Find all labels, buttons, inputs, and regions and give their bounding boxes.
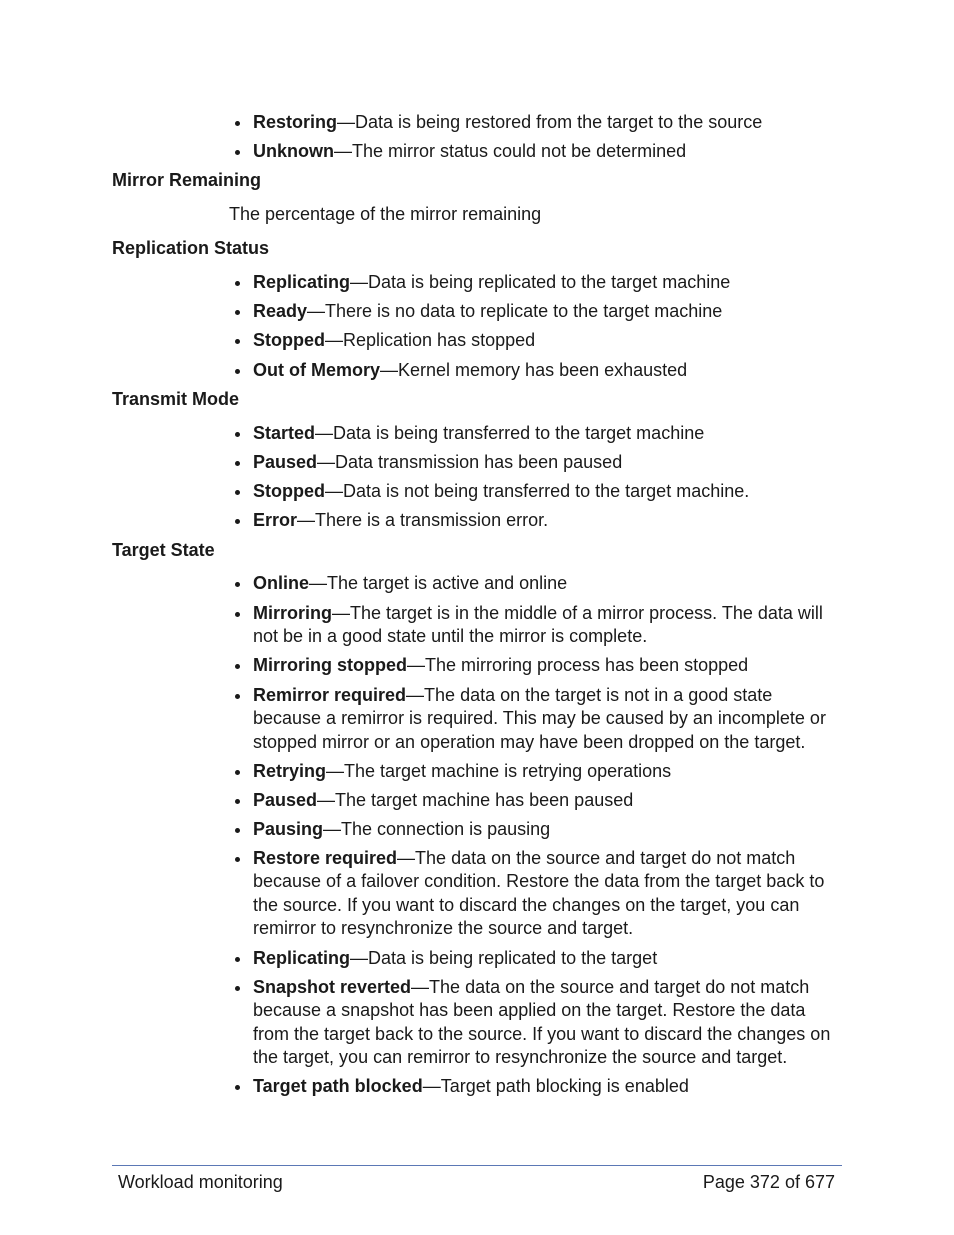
term: Ready [253,301,308,321]
description: —The mirroring process has been stopped [407,655,749,675]
term: Unknown [253,141,334,161]
term: Snapshot reverted [253,977,412,997]
list-item [229,654,844,677]
description: —There is no data to replicate to the target machine [307,301,723,321]
description: —Data is being replicated to the target [350,948,658,968]
description: —The data on the target is not in a good state because a remirror is required. This may be caused by an incomplete or stopped mirror or an operation may have been dropped on the target. [253,685,826,752]
description: —Kernel memory has been exhausted [380,360,688,380]
description: —Data is being restored from the target to the source [337,112,763,132]
description: —The mirror status could not be determined [334,141,687,161]
term: Stopped [253,330,325,350]
list-item [229,111,844,134]
term: Restore required [253,848,398,868]
description: —Data is not being transferred to the target machine. [325,481,750,501]
list-item [229,451,844,474]
description: —Replication has stopped [325,330,536,350]
replication-status-heading: Replication Status [112,238,270,258]
term: Replicating [253,948,351,968]
transmit-mode-heading: Transmit Mode [112,389,240,409]
description: —There is a transmission error. [297,510,549,530]
term: Target path blocked [253,1076,423,1096]
list-item [229,480,844,503]
list-item [229,847,844,940]
description: —Data transmission has been paused [317,452,623,472]
description: —The target is active and online [309,573,568,593]
description: —The connection is pausing [323,819,551,839]
list-item [229,760,844,783]
term: Out of Memory [253,360,381,380]
description: —Target path blocking is enabled [422,1076,689,1096]
list-item [229,300,844,323]
list-item [229,359,844,382]
list-item [229,572,844,595]
target-state-heading: Target State [112,540,215,560]
term: Remirror required [253,685,407,705]
footer-section-title: Workload monitoring [118,1172,283,1192]
description: —The data on the source and target do not match because of a failover condition. Restore the data from the target back to the source. If you want to discard the changes on the target, you can remirror to resynchronize the source and target. [253,848,825,938]
term: Restoring [253,112,338,132]
list-item [229,329,844,352]
description: —The target machine is retrying operations [326,761,672,781]
description: —Data is being replicated to the target machine [350,272,731,292]
mirror-remaining-text: The percentage of the mirror remaining [229,204,542,224]
list-item [229,976,844,1069]
term: Stopped [253,481,325,501]
term: Started [253,423,316,443]
description: —Data is being transferred to the target machine [315,423,705,443]
term: Paused [253,452,318,472]
description: —The data on the source and target do not match because a snapshot has been applied on the target. Restore the data from the target back to the source. If you want to discard the changes on the target, you can remirror to resynchronize the source and target. [253,977,831,1067]
term: Replicating [253,272,351,292]
mirror-remaining-heading: Mirror Remaining [112,170,262,190]
term: Retrying [253,761,327,781]
description: —The target machine has been paused [317,790,634,810]
footer-divider [112,1165,842,1166]
page-number: Page 372 of 677 [702,1172,835,1192]
term: Error [253,510,298,530]
list-item [229,422,844,445]
list-item [229,818,844,841]
list-item [229,271,844,294]
term: Online [253,573,310,593]
list-item [229,789,844,812]
list-item [229,509,844,532]
list-item [229,947,844,970]
term: Pausing [253,819,324,839]
list-item [229,140,844,163]
list-item [229,1075,844,1098]
description: —The target is in the middle of a mirror process. The data will not be in a good state until the mirror is complete. [253,603,823,647]
term: Mirroring stopped [253,655,407,675]
term: Mirroring [253,603,332,623]
list-item [229,684,844,754]
term: Paused [253,790,318,810]
list-item [229,602,844,649]
